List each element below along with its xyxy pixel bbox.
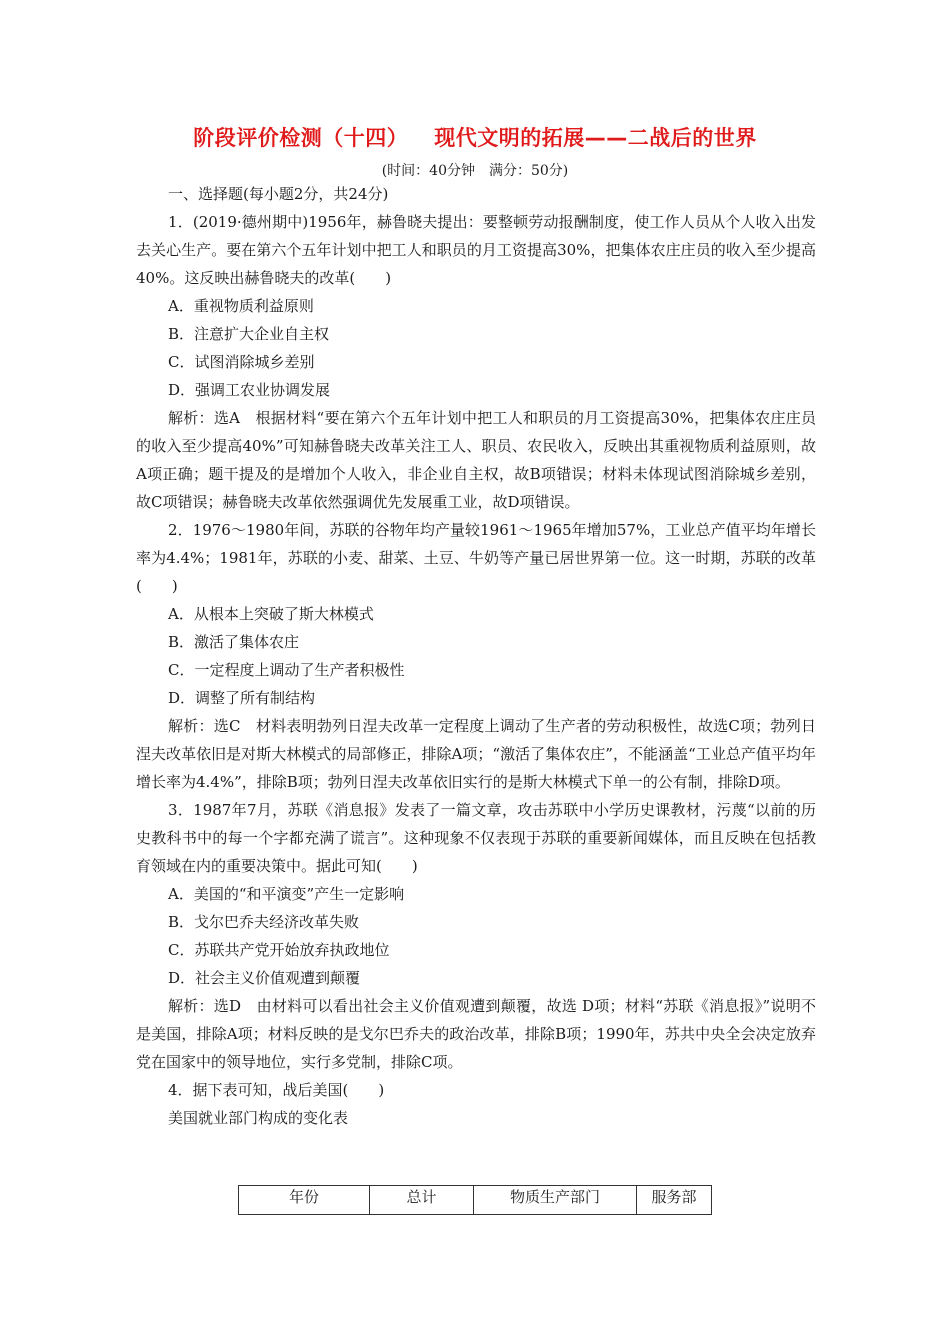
question-4-stem: 4．据下表可知，战后美国( ) [168, 1081, 385, 1099]
question-2-option-d: D．调整了所有制结构 [168, 689, 316, 707]
question-1-option-d: D．强调工农业协调发展 [168, 381, 331, 399]
employment-table [238, 1185, 712, 1215]
table-header-material: 物质生产部门 [474, 1186, 637, 1215]
question-3-option-d: D．社会主义价值观遭到颠覆 [168, 969, 361, 987]
question-3-analysis: 解析：选D 由材料可以看出社会主义价值观遭到颠覆，故选 D项；材料“苏联《消息报》”说明不是美国，排除A项；材料反映的是戈尔巴乔夫的政治改革，排除B项；1990年，苏共中央全会决定放弃党在国家中的领导地位，实行多党制，排除C项。 [136, 997, 816, 1071]
question-3-option-c: C．苏联共产党开始放弃执政地位 [168, 941, 390, 959]
table-header-row [239, 1186, 712, 1215]
section-heading: 一、选择题(每小题2分，共24分) [168, 185, 389, 203]
table-header-total: 总计 [370, 1186, 474, 1215]
table-header-year: 年份 [239, 1186, 370, 1215]
question-1-analysis: 解析：选A 根据材料“要在第六个五年计划中把工人和职员的月工资提高30%，把集体农庄庄员的收入至少提高40%”可知赫鲁晓夫改革关注工人、职员、农民收入，反映出其重视物质利益原则，故A项正确；题干提及的是增加个人收入，非企业自主权，故B项错误；材料未体现试图消除城乡差别，故C项错误；赫鲁晓夫改革依然强调优先发展重工业，故D项错误。 [136, 409, 816, 511]
title-part-1: 阶段评价检测（十四） [193, 126, 409, 150]
exam-subtitle: (时间：40分钟 满分：50分) [381, 163, 569, 179]
question-3-stem: 3．1987年7月，苏联《消息报》发表了一篇文章，攻击苏联中小学历史课教材，污蔑“以前的历史教科书中的每一个字都充满了谎言”。这种现象不仅表现于苏联的重要新闻媒体，而且反映在包括教育领域在内的重要决策中。据此可知( ) [136, 801, 816, 875]
question-1-option-b: B．注意扩大企业自主权 [168, 325, 330, 343]
question-2-option-c: C．一定程度上调动了生产者积极性 [168, 661, 405, 679]
question-2-option-a: A．从根本上突破了斯大林模式 [168, 605, 374, 623]
question-2-stem: 2．1976～1980年间，苏联的谷物年均产量较1961～1965年增加57%，工业总产值平均年增长率为4.4%；1981年，苏联的小麦、甜菜、土豆、牛奶等产量已居世界第一位。这一时期，苏联的改革( ) [136, 521, 816, 595]
question-2-analysis: 解析：选C 材料表明勃列日涅夫改革一定程度上调动了生产者的劳动积极性，故选C项；勃列日涅夫改革依旧是对斯大林模式的局部修正，排除A项；“激活了集体农庄”，不能涵盖“工业总产值平均年增长率为4.4%”，排除B项；勃列日涅夫改革依旧实行的是斯大林模式下单一的公有制，排除D项。 [136, 717, 816, 791]
question-1-option-c: C．试图消除城乡差别 [168, 353, 315, 371]
question-1-stem: 1．(2019·德州期中)1956年，赫鲁晓夫提出：要整顿劳动报酬制度，使工作人员从个人收入出发去关心生产。要在第六个五年计划中把工人和职员的月工资提高30%，把集体农庄庄员的收入至少提高40%。这反映出赫鲁晓夫的改革( ) [136, 213, 816, 287]
question-3-option-b: B．戈尔巴乔夫经济改革失败 [168, 913, 360, 931]
question-1-option-a: A．重视物质利益原则 [168, 297, 314, 315]
question-3-option-a: A．美国的“和平演变”产生一定影响 [168, 885, 405, 903]
page-title [0, 122, 950, 152]
question-2-option-b: B．激活了集体农庄 [168, 633, 300, 651]
title-part-2: 现代文明的拓展——二战后的世界 [434, 126, 757, 150]
table-header-service: 服务部 [637, 1186, 712, 1215]
content [136, 180, 816, 1132]
table-caption: 美国就业部门构成的变化表 [168, 1109, 349, 1127]
